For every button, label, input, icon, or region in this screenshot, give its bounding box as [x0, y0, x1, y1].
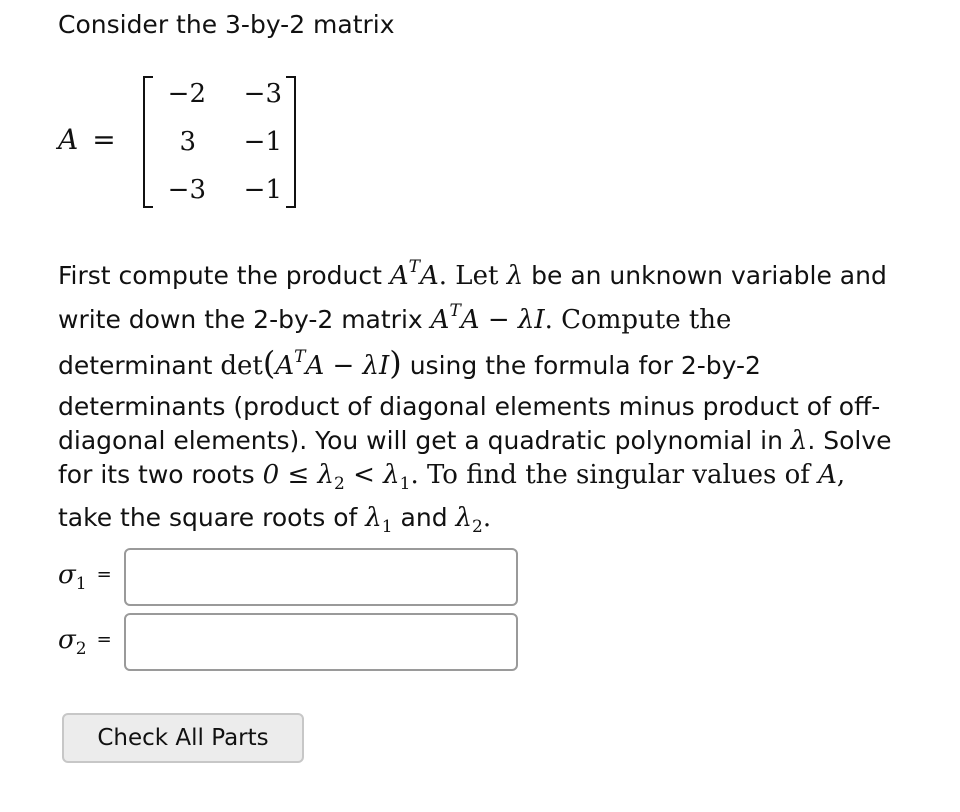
matrix-cell: −3 [167, 175, 206, 205]
instruction-line: determinants (product of diagonal elements minus product of off- [58, 392, 881, 421]
problem-intro: Consider the 3-by-2 matrix [58, 10, 395, 39]
matrix-label [58, 120, 116, 160]
matrix-cell: −1 [243, 127, 282, 157]
instruction-line: write down the 2-by-2 matrix $A^TA - \lambda I$. Compute the [58, 301, 732, 335]
instructions-paragraph [58, 250, 948, 544]
matrix-cell: −1 [243, 175, 282, 205]
matrix-cell: −2 [167, 79, 206, 109]
sigma2-label: $\sigma_2$ = [58, 625, 112, 659]
sigma2-input[interactable] [124, 613, 518, 671]
answer-row-sigma2 [58, 613, 528, 671]
check-all-parts-button[interactable]: Check All Parts [62, 713, 304, 763]
sigma1-input[interactable] [124, 548, 518, 606]
answer-row-sigma1 [58, 548, 528, 606]
instruction-line: for its two roots $0 \le \lambda_2 < \lambda_1$. To find the singular values of A, [58, 460, 846, 494]
instruction-line: diagonal elements). You will get a quadratic polynomial in λ. Solve [58, 426, 892, 456]
instruction-line: take the square roots of $\lambda_1$ and $\lambda_2$. [58, 503, 492, 537]
close-paren: ) [389, 344, 402, 382]
matrix-name: A [58, 123, 79, 156]
sigma1-label: $\sigma_1$ = [58, 560, 112, 594]
instruction-line: First compute the product $A^TA$. Let λ be an unknown variable and [58, 257, 887, 291]
matrix-cell: 3 [179, 127, 196, 157]
matrix-equals: = [92, 123, 116, 156]
matrix-cell: −3 [243, 79, 282, 109]
instruction-line: determinant $\det(A^TA - \lambda I)$ using the formula for 2-by-2 [58, 344, 761, 382]
matrix-right-bracket [286, 76, 296, 208]
open-paren: ( [262, 344, 276, 382]
